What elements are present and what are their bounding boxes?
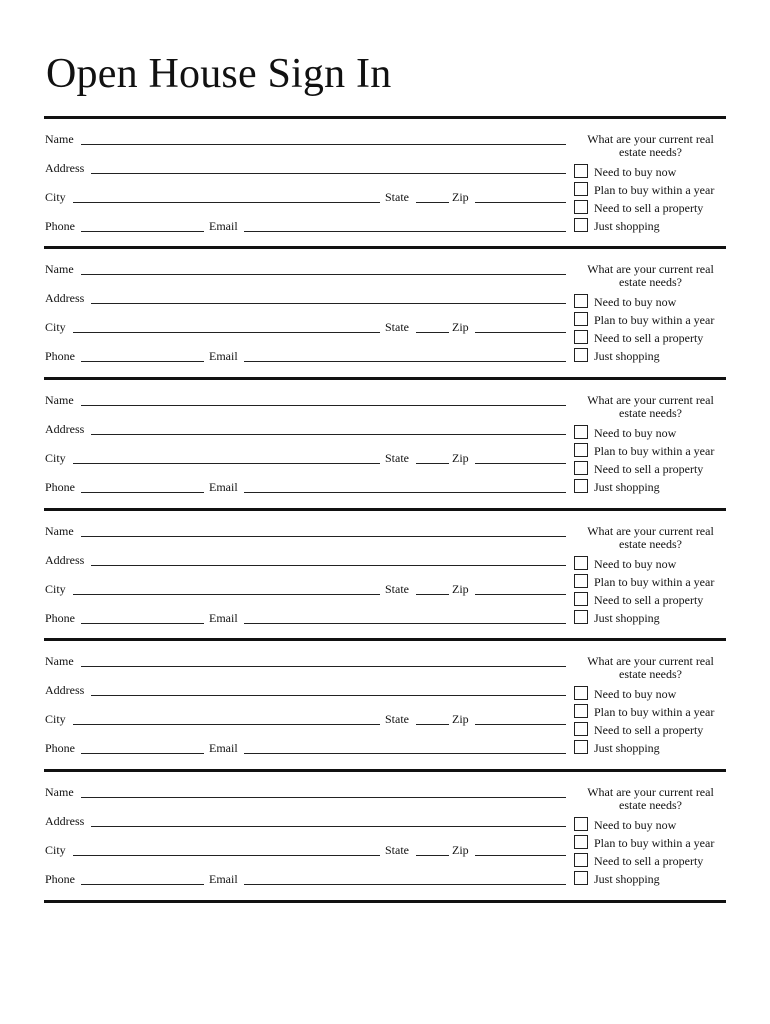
needs-option[interactable] — [574, 853, 734, 869]
phone-input-line[interactable] — [81, 361, 204, 362]
zip-label: Zip — [452, 190, 469, 204]
needs-question: What are your current real estate needs? — [587, 132, 714, 159]
option-label: Just shopping — [594, 219, 660, 233]
option-label: Need to buy now — [594, 557, 677, 571]
zip-input-line[interactable] — [475, 332, 566, 333]
state-label: State — [385, 190, 409, 204]
state-input-line[interactable] — [416, 855, 449, 856]
name-label: Name — [45, 393, 74, 407]
zip-label: Zip — [452, 712, 469, 726]
email-input-line[interactable] — [244, 623, 566, 624]
address-input-line[interactable] — [91, 303, 566, 304]
name-input-line[interactable] — [81, 797, 566, 798]
checkbox[interactable] — [574, 479, 588, 493]
email-label: Email — [209, 611, 238, 625]
address-label: Address — [45, 553, 85, 567]
needs-option[interactable] — [574, 348, 734, 364]
email-label: Email — [209, 480, 238, 494]
option-label: Just shopping — [594, 480, 660, 494]
phone-input-line[interactable] — [81, 753, 204, 754]
state-label: State — [385, 451, 409, 465]
name-label: Name — [45, 524, 74, 538]
option-label: Need to buy now — [594, 818, 677, 832]
needs-option[interactable] — [574, 312, 734, 328]
phone-label: Phone — [45, 480, 75, 494]
option-label: Just shopping — [594, 741, 660, 755]
zip-label: Zip — [452, 451, 469, 465]
city-label: City — [45, 451, 66, 465]
checkbox[interactable] — [574, 853, 588, 867]
option-label: Need to sell a property — [594, 593, 704, 607]
needs-question: What are your current real estate needs? — [587, 393, 714, 420]
checkbox[interactable] — [574, 443, 588, 457]
phone-input-line[interactable] — [81, 492, 204, 493]
name-input-line[interactable] — [81, 666, 566, 667]
sign-in-entry — [44, 249, 726, 380]
email-input-line[interactable] — [244, 231, 566, 232]
city-label: City — [45, 843, 66, 857]
needs-option[interactable] — [574, 835, 734, 851]
name-input-line[interactable] — [81, 274, 566, 275]
checkbox[interactable] — [574, 461, 588, 475]
zip-input-line[interactable] — [475, 724, 566, 725]
city-input-line[interactable] — [73, 855, 380, 856]
option-label: Need to buy now — [594, 426, 677, 440]
email-label: Email — [209, 741, 238, 755]
sign-in-entry — [44, 641, 726, 772]
phone-label: Phone — [45, 349, 75, 363]
address-label: Address — [45, 161, 85, 175]
needs-option[interactable] — [574, 425, 734, 441]
checkbox[interactable] — [574, 686, 588, 700]
name-label: Name — [45, 132, 74, 146]
zip-input-line[interactable] — [475, 463, 566, 464]
checkbox[interactable] — [574, 574, 588, 588]
option-label: Need to buy now — [594, 687, 677, 701]
needs-option[interactable] — [574, 164, 734, 180]
needs-question: What are your current real estate needs? — [587, 654, 714, 681]
phone-input-line[interactable] — [81, 623, 204, 624]
checkbox[interactable] — [574, 722, 588, 736]
email-input-line[interactable] — [244, 753, 566, 754]
option-label: Need to buy now — [594, 165, 677, 179]
sign-in-entry — [44, 380, 726, 511]
city-label: City — [45, 190, 66, 204]
city-label: City — [45, 582, 66, 596]
checkbox[interactable] — [574, 740, 588, 754]
state-input-line[interactable] — [416, 202, 449, 203]
state-label: State — [385, 320, 409, 334]
address-label: Address — [45, 814, 85, 828]
needs-question: What are your current real estate needs? — [587, 262, 714, 289]
option-label: Plan to buy within a year — [594, 575, 715, 589]
state-input-line[interactable] — [416, 332, 449, 333]
name-input-line[interactable] — [81, 536, 566, 537]
checkbox[interactable] — [574, 330, 588, 344]
zip-input-line[interactable] — [475, 855, 566, 856]
needs-question: What are your current real estate needs? — [587, 785, 714, 812]
needs-option[interactable] — [574, 182, 734, 198]
option-label: Just shopping — [594, 349, 660, 363]
checkbox[interactable] — [574, 182, 588, 196]
phone-label: Phone — [45, 872, 75, 886]
address-label: Address — [45, 683, 85, 697]
checkbox[interactable] — [574, 218, 588, 232]
needs-option[interactable] — [574, 592, 734, 608]
needs-option[interactable] — [574, 574, 734, 590]
name-label: Name — [45, 262, 74, 276]
address-label: Address — [45, 422, 85, 436]
city-input-line[interactable] — [73, 594, 380, 595]
needs-option[interactable] — [574, 200, 734, 216]
needs-option[interactable] — [574, 218, 734, 234]
checkbox[interactable] — [574, 871, 588, 885]
needs-question: What are your current real estate needs? — [587, 524, 714, 551]
option-label: Need to sell a property — [594, 854, 704, 868]
email-input-line[interactable] — [244, 884, 566, 885]
address-input-line[interactable] — [91, 695, 566, 696]
state-input-line[interactable] — [416, 463, 449, 464]
checkbox[interactable] — [574, 817, 588, 831]
email-label: Email — [209, 349, 238, 363]
name-label: Name — [45, 654, 74, 668]
city-label: City — [45, 320, 66, 334]
phone-label: Phone — [45, 611, 75, 625]
needs-option[interactable] — [574, 330, 734, 346]
needs-option[interactable] — [574, 461, 734, 477]
zip-input-line[interactable] — [475, 202, 566, 203]
address-input-line[interactable] — [91, 565, 566, 566]
address-label: Address — [45, 291, 85, 305]
checkbox[interactable] — [574, 425, 588, 439]
phone-input-line[interactable] — [81, 231, 204, 232]
needs-option[interactable] — [574, 704, 734, 720]
zip-input-line[interactable] — [475, 594, 566, 595]
needs-option[interactable] — [574, 722, 734, 738]
needs-option[interactable] — [574, 479, 734, 495]
option-label: Plan to buy within a year — [594, 705, 715, 719]
state-input-line[interactable] — [416, 594, 449, 595]
needs-option[interactable] — [574, 686, 734, 702]
checkbox[interactable] — [574, 704, 588, 718]
checkbox[interactable] — [574, 294, 588, 308]
checkbox[interactable] — [574, 164, 588, 178]
option-label: Plan to buy within a year — [594, 313, 715, 327]
zip-label: Zip — [452, 320, 469, 334]
option-label: Plan to buy within a year — [594, 836, 715, 850]
needs-option[interactable] — [574, 556, 734, 572]
phone-label: Phone — [45, 219, 75, 233]
address-input-line[interactable] — [91, 434, 566, 435]
city-input-line[interactable] — [73, 463, 380, 464]
option-label: Plan to buy within a year — [594, 444, 715, 458]
page-title: Open House Sign In — [46, 51, 392, 97]
option-label: Need to buy now — [594, 295, 677, 309]
zip-label: Zip — [452, 582, 469, 596]
city-input-line[interactable] — [73, 724, 380, 725]
option-label: Plan to buy within a year — [594, 183, 715, 197]
city-input-line[interactable] — [73, 202, 380, 203]
option-label: Just shopping — [594, 611, 660, 625]
needs-option[interactable] — [574, 443, 734, 459]
name-input-line[interactable] — [81, 405, 566, 406]
checkbox[interactable] — [574, 312, 588, 326]
address-input-line[interactable] — [91, 173, 566, 174]
sign-in-entry — [44, 119, 726, 250]
needs-option[interactable] — [574, 294, 734, 310]
checkbox[interactable] — [574, 348, 588, 362]
email-label: Email — [209, 872, 238, 886]
name-label: Name — [45, 785, 74, 799]
state-input-line[interactable] — [416, 724, 449, 725]
needs-option[interactable] — [574, 740, 734, 756]
checkbox[interactable] — [574, 200, 588, 214]
option-label: Just shopping — [594, 872, 660, 886]
city-label: City — [45, 712, 66, 726]
email-label: Email — [209, 219, 238, 233]
checkbox[interactable] — [574, 556, 588, 570]
phone-label: Phone — [45, 741, 75, 755]
sign-in-entry — [44, 772, 726, 903]
address-input-line[interactable] — [91, 826, 566, 827]
needs-option[interactable] — [574, 871, 734, 887]
option-label: Need to sell a property — [594, 201, 704, 215]
checkbox[interactable] — [574, 610, 588, 624]
option-label: Need to sell a property — [594, 462, 704, 476]
email-input-line[interactable] — [244, 492, 566, 493]
option-label: Need to sell a property — [594, 331, 704, 345]
needs-option[interactable] — [574, 610, 734, 626]
state-label: State — [385, 712, 409, 726]
checkbox[interactable] — [574, 835, 588, 849]
state-label: State — [385, 843, 409, 857]
option-label: Need to sell a property — [594, 723, 704, 737]
sign-in-entry — [44, 511, 726, 642]
zip-label: Zip — [452, 843, 469, 857]
phone-input-line[interactable] — [81, 884, 204, 885]
city-input-line[interactable] — [73, 332, 380, 333]
needs-option[interactable] — [574, 817, 734, 833]
checkbox[interactable] — [574, 592, 588, 606]
name-input-line[interactable] — [81, 144, 566, 145]
email-input-line[interactable] — [244, 361, 566, 362]
state-label: State — [385, 582, 409, 596]
